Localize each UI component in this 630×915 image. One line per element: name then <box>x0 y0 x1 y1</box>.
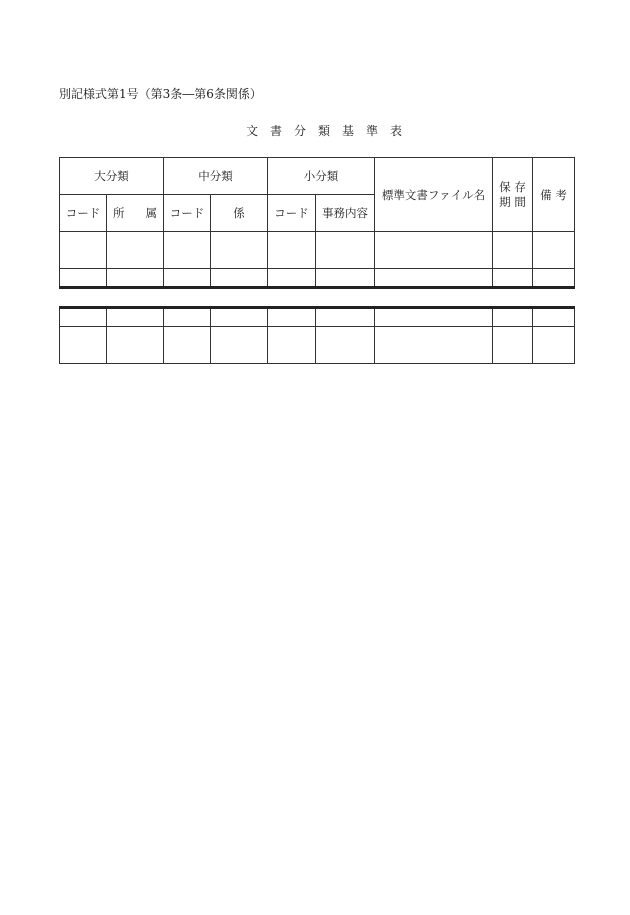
table-cell[interactable] <box>533 269 575 288</box>
standard-file-header: 標準文書ファイル名 <box>375 158 493 232</box>
table-cell[interactable] <box>533 308 575 327</box>
table-cell[interactable] <box>107 308 164 327</box>
major-affiliation-header <box>107 195 164 232</box>
table-cell[interactable] <box>493 308 533 327</box>
retention-header <box>493 158 533 232</box>
minor-task-header: 事務内容 <box>316 195 375 232</box>
document-title <box>0 122 630 139</box>
table-cell[interactable] <box>493 269 533 288</box>
middle-header: 中分類 <box>164 158 268 195</box>
table-cell[interactable] <box>316 327 375 364</box>
middle-section-header: 係 <box>211 195 268 232</box>
table-cell[interactable] <box>164 269 211 288</box>
table-cell[interactable] <box>533 232 575 269</box>
table-cell[interactable] <box>164 308 211 327</box>
major-code-header: コード <box>60 195 107 232</box>
table-row <box>60 308 575 327</box>
header-row-1 <box>60 158 575 195</box>
table-cell[interactable] <box>164 232 211 269</box>
table-break-marker <box>60 288 575 308</box>
table-row <box>60 327 575 364</box>
table-cell[interactable] <box>493 327 533 364</box>
table-row <box>60 269 575 288</box>
table-cell[interactable] <box>107 232 164 269</box>
table-cell[interactable] <box>164 327 211 364</box>
table-cell[interactable] <box>375 327 493 364</box>
form-label: 別記様式第1号（第3条―第6条関係） <box>59 87 262 101</box>
table-cell[interactable] <box>107 327 164 364</box>
minor-header: 小分類 <box>268 158 375 195</box>
table-cell[interactable] <box>375 232 493 269</box>
classification-table <box>59 157 575 364</box>
table-cell[interactable] <box>375 308 493 327</box>
major-header: 大分類 <box>60 158 164 195</box>
remarks-header: 備 考 <box>533 158 575 232</box>
table-cell[interactable] <box>211 232 268 269</box>
table-cell[interactable] <box>268 327 316 364</box>
table-cell[interactable] <box>316 232 375 269</box>
major-affiliation-char-2: 属 <box>145 206 157 220</box>
retention-line-1: 保 存 <box>499 179 526 194</box>
minor-code-header: コード <box>268 195 316 232</box>
document-title-text: 文書分類基準表 <box>245 124 414 138</box>
table-cell[interactable] <box>316 269 375 288</box>
retention-line-2: 期 間 <box>499 194 526 209</box>
table-cell[interactable] <box>107 269 164 288</box>
table-cell[interactable] <box>60 327 107 364</box>
table-cell[interactable] <box>268 269 316 288</box>
table-cell[interactable] <box>60 308 107 327</box>
table-cell[interactable] <box>211 269 268 288</box>
table-cell[interactable] <box>211 327 268 364</box>
table-cell[interactable] <box>268 232 316 269</box>
table-cell[interactable] <box>211 308 268 327</box>
table-cell[interactable] <box>533 327 575 364</box>
table-row <box>60 232 575 269</box>
major-affiliation-char-1: 所 <box>113 206 125 220</box>
middle-code-header: コード <box>164 195 211 232</box>
table-cell[interactable] <box>375 269 493 288</box>
table-cell[interactable] <box>268 308 316 327</box>
table-cell[interactable] <box>493 232 533 269</box>
table-cell[interactable] <box>316 308 375 327</box>
table-cell[interactable] <box>60 232 107 269</box>
table-cell[interactable] <box>60 269 107 288</box>
table-break <box>60 288 575 308</box>
